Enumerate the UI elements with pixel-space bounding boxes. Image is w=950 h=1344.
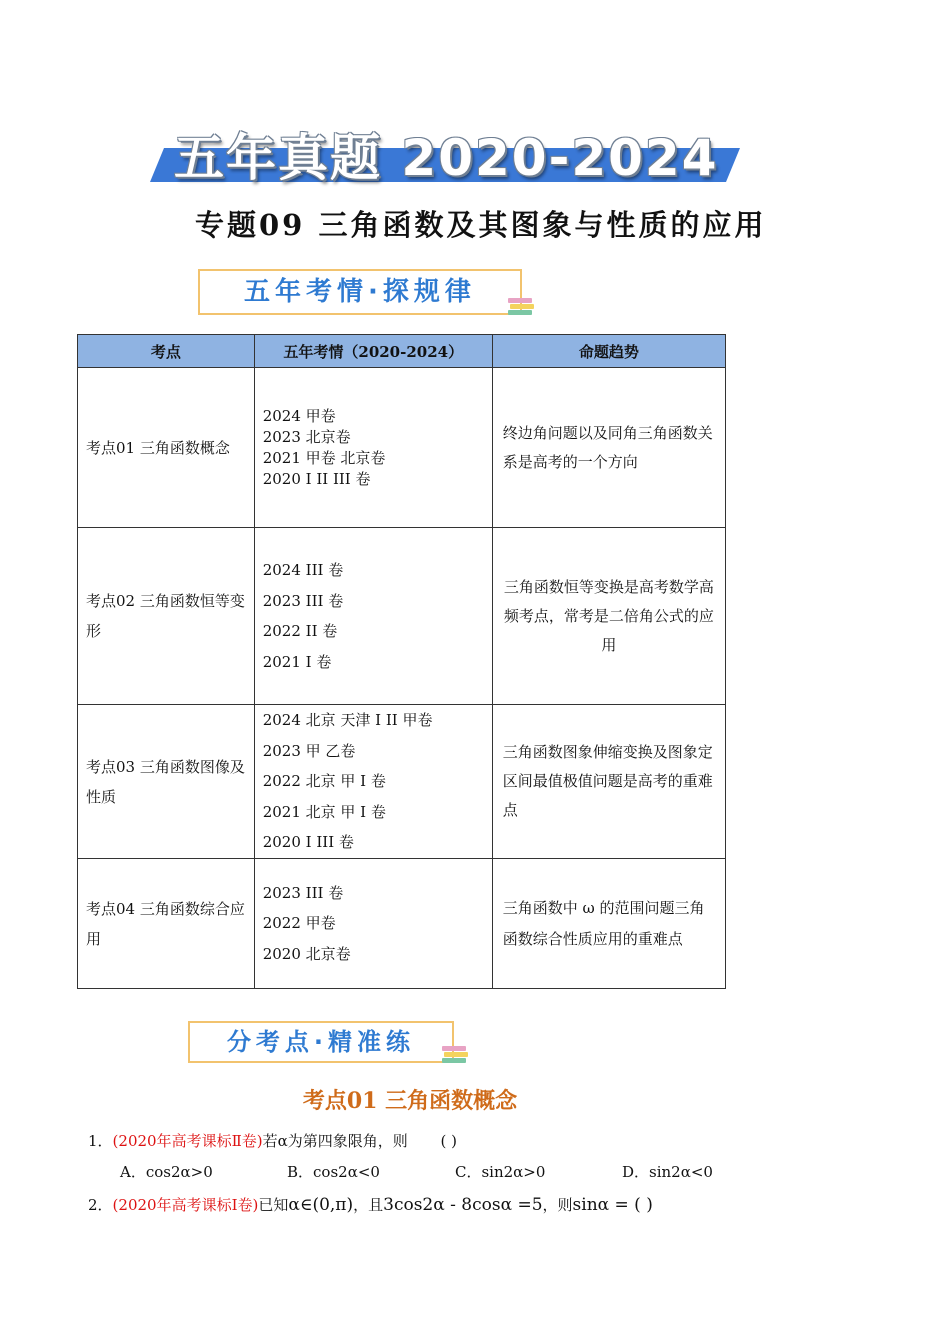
year-line: 2022 II 卷 (262, 622, 338, 640)
question-number: 2． (88, 1196, 113, 1214)
books-icon (508, 298, 532, 316)
point-text: 考点02 三角函数恒等变形 (86, 592, 245, 640)
year-line: 2021 北京 甲 I 卷 (262, 802, 386, 821)
question-text: 若α为第四象限角，则 (262, 1132, 408, 1150)
year-line: 2023 III 卷 (262, 883, 344, 902)
point-cell (78, 859, 255, 989)
option-a: A．cos2α>0 (120, 1163, 213, 1181)
question-2 (88, 1194, 653, 1215)
point-text: 考点01 三角函数概念 (86, 438, 230, 457)
kaodian-title: 考点01 三角函数概念 (302, 1088, 518, 1114)
trend-text: 三角函数图象伸缩变换及图象定区间最值极值问题是高考的重难点 (502, 743, 713, 819)
trend-text: 三角函数恒等变换是高考数学高频考点，常考是二倍角公式的应用 (503, 577, 714, 654)
question-number: 1． (88, 1132, 113, 1150)
condition-equation: 3cos2α - 8cosα =5 (383, 1195, 543, 1215)
table-header-row (78, 335, 726, 368)
question-1 (88, 1130, 457, 1151)
trend-cell (492, 859, 725, 989)
header-trend: 命题趋势 (492, 335, 725, 368)
header-point: 考点 (78, 335, 255, 368)
exam-trends-table (77, 334, 726, 989)
banner-title: 五年真题 2020-2024 (174, 129, 719, 187)
section-heading-trends: 五年考情·探规律 (198, 269, 522, 315)
year-line: 2020 I III 卷 (262, 833, 354, 852)
year-line: 2020 I II III 卷 (262, 469, 371, 488)
years-cell (254, 705, 492, 859)
point-text: 考点03 三角函数图像及性质 (86, 757, 245, 806)
point-cell (78, 705, 255, 859)
year-line: 2022 北京 甲 I 卷 (262, 772, 386, 791)
question-connector: ，且 (353, 1196, 384, 1214)
option-c: C．sin2α>0 (455, 1163, 546, 1181)
year-line: 2023 III 卷 (262, 591, 344, 610)
point-cell (78, 368, 255, 528)
trend-text: 三角函数中 ω 的范围问题三角函数综合性质应用的重难点 (502, 899, 705, 948)
table-row (78, 528, 726, 705)
year-line: 2022 甲卷 (262, 914, 336, 933)
trend-cell (492, 528, 725, 705)
question-source: (2020年高考课标Ⅱ卷) (112, 1132, 263, 1150)
years-cell (254, 368, 492, 528)
topic-subtitle: 专题09 三角函数及其图象与性质的应用 (195, 208, 767, 242)
condition-alpha-range: α∈(0,π) (288, 1195, 354, 1215)
question-source: (2020年高考课标Ⅰ卷) (112, 1196, 259, 1214)
question-connector-end: ，则 (542, 1196, 573, 1214)
year-line: 2023 北京卷 (262, 427, 351, 446)
question-text: 已知 (258, 1196, 289, 1214)
year-line: 2021 I 卷 (262, 652, 332, 671)
title-banner (150, 118, 740, 187)
point-cell (78, 528, 255, 705)
year-line: 2024 北京 天津 I II 甲卷 (262, 711, 433, 730)
header-years: 五年考情（2020-2024） (254, 335, 492, 368)
books-icon (442, 1046, 466, 1064)
answer-paren: ( ) (440, 1132, 458, 1150)
table-row (78, 705, 726, 859)
year-line: 2023 甲 乙卷 (262, 741, 356, 760)
trend-cell (492, 705, 725, 859)
option-d: D．sin2α<0 (622, 1163, 713, 1181)
year-line: 2021 甲卷 北京卷 (262, 448, 386, 467)
years-cell (254, 528, 492, 705)
point-text: 考点04 三角函数综合应用 (86, 899, 245, 948)
table-row (78, 859, 726, 989)
table-row (78, 368, 726, 528)
year-line: 2024 III 卷 (262, 561, 344, 579)
section-heading-practice: 分考点·精准练 (188, 1021, 454, 1063)
years-cell (254, 859, 492, 989)
trend-cell (492, 368, 725, 528)
year-line: 2024 甲卷 (262, 406, 336, 425)
year-line: 2020 北京卷 (262, 944, 351, 963)
trend-text: 终边角问题以及同角三角函数关系是高考的一个方向 (502, 423, 713, 471)
question-ask: sinα = ( ) (572, 1195, 653, 1215)
option-b: B．cos2α<0 (287, 1163, 380, 1181)
